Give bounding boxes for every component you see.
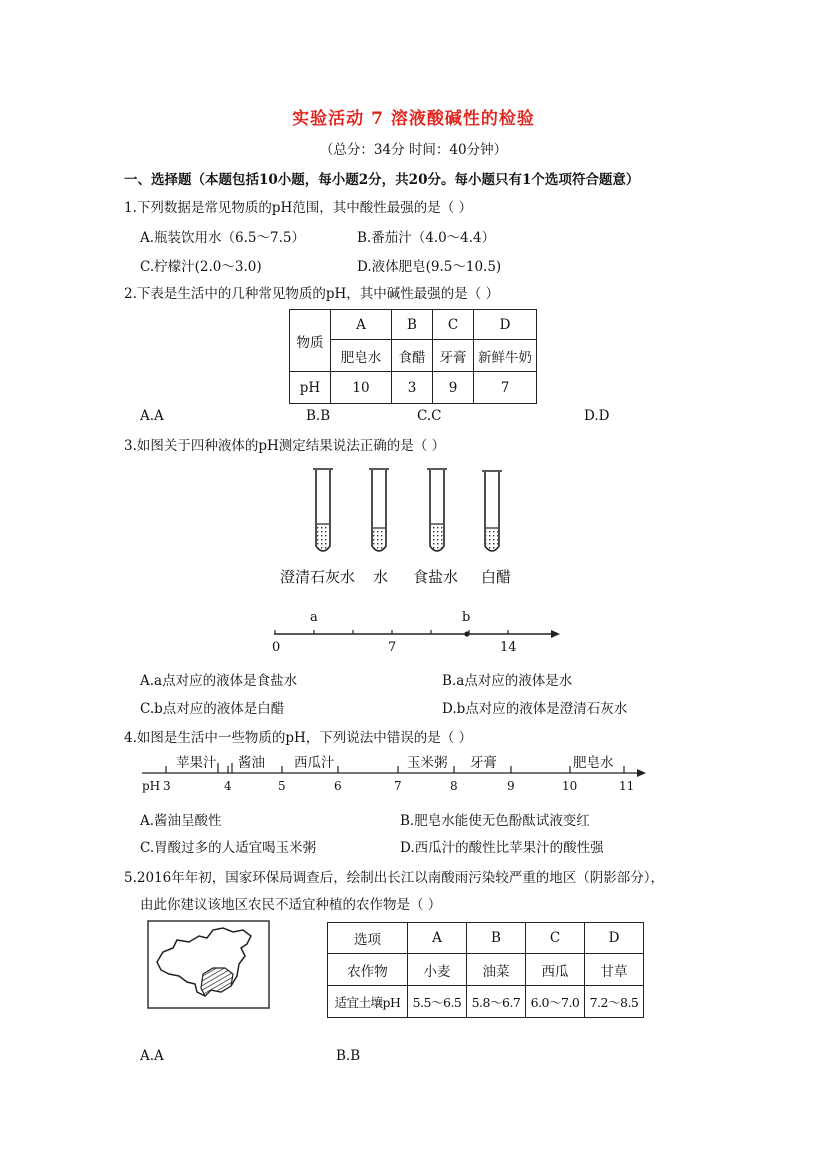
test-tube-vinegar [482, 471, 502, 551]
q2-option-c[interactable]: C.C [417, 408, 442, 424]
q2-row-header-ph: pH [290, 372, 331, 404]
q3-option-d[interactable]: D.b点对应的液体是澄清石灰水 [442, 701, 628, 717]
q4-tick-11: 11 [619, 779, 635, 793]
q4-tick-9: 9 [507, 779, 515, 793]
q2-ph-b: 3 [392, 372, 433, 404]
test-tubes-figure [300, 462, 520, 562]
test-tube-water [369, 469, 389, 551]
q5-crop-b: 油菜 [467, 954, 526, 986]
q4-scale-prefix: pH [142, 779, 161, 793]
axis-label-7: 7 [388, 640, 397, 655]
q4-option-c[interactable]: C.胃酸过多的人适宜喝玉米粥 [140, 840, 317, 856]
q5-option-b[interactable]: B.B [336, 1048, 361, 1064]
q4-option-d[interactable]: D.西瓜汁的酸性比苹果汁的酸性强 [400, 840, 604, 856]
page-title: 实验活动 7 溶液酸碱性的检验 [292, 109, 535, 129]
q4-tick-4: 4 [224, 779, 232, 793]
tube-label-saltwater: 食盐水 [413, 568, 459, 586]
q3-option-b[interactable]: B.a点对应的液体是水 [442, 673, 573, 689]
q1-option-a[interactable]: A.瓶装饮用水（6.5～7.5） [140, 230, 305, 246]
q4-tick-10: 10 [562, 779, 578, 793]
q5-ph-d: 7.2～8.5 [585, 986, 644, 1018]
section-heading: 一、选择题（本题包括10小题，每小题2分，共20分。每小题只有1个选项符合题意） [124, 172, 640, 188]
tube-label-water: 水 [373, 568, 389, 586]
q2-option-a[interactable]: A.A [140, 408, 164, 424]
q2-ph-a: 10 [331, 372, 392, 404]
test-tube-saltwater [427, 469, 447, 551]
q5-stem-line1: 5.2016年年初，国家环保局调查后，绘制出长江以南酸雨污染较严重的地区（阴影部分）， [124, 870, 664, 886]
q5-ph-header: 适宜土壤pH [328, 986, 408, 1018]
q2-table [289, 309, 537, 404]
q2-stem: 2.下表是生活中的几种常见物质的pH，其中碱性最强的是（ ） [124, 286, 500, 302]
tube-label-limewater: 澄清石灰水 [280, 568, 356, 586]
q4-tick-6: 6 [334, 779, 342, 793]
q4-label-apple-juice: 苹果汁 [176, 755, 217, 771]
q5-ph-a: 5.5～6.5 [408, 986, 467, 1018]
q5-crop-header: 农作物 [328, 954, 408, 986]
q4-label-corn-porridge: 玉米粥 [407, 755, 448, 771]
q5-header-option: 选项 [328, 923, 408, 954]
q3-stem: 3.如图关于四种液体的pH测定结果说法正确的是（ ） [124, 438, 446, 454]
q2-option-d[interactable]: D.D [584, 408, 610, 424]
q4-label-soy-sauce: 酱油 [238, 755, 265, 771]
q5-header-b: B [467, 923, 526, 954]
q4-label-toothpaste: 牙膏 [470, 755, 497, 771]
q5-header-c: C [526, 923, 585, 954]
axis-label-0: 0 [272, 640, 281, 655]
china-map-figure [147, 920, 271, 1010]
q5-option-a[interactable]: A.A [140, 1048, 164, 1064]
q1-option-c[interactable]: C.柠檬汁(2.0～3.0) [140, 259, 262, 275]
q4-ph-scale [140, 760, 650, 780]
q2-ph-d: 7 [474, 372, 537, 404]
point-b-label: b [462, 610, 471, 625]
q2-substance-d: 新鲜牛奶 [474, 340, 537, 372]
q2-ph-c: 9 [433, 372, 474, 404]
q5-ph-b: 5.8～6.7 [467, 986, 526, 1018]
q5-crop-a: 小麦 [408, 954, 467, 986]
q2-option-b[interactable]: B.B [306, 408, 331, 424]
q1-option-d[interactable]: D.液体肥皂(9.5～10.5) [357, 259, 502, 275]
q5-table [327, 922, 644, 1018]
q3-option-c[interactable]: C.b点对应的液体是白醋 [140, 701, 285, 717]
q4-tick-3: 3 [163, 779, 171, 793]
axis-label-14: 14 [500, 640, 517, 655]
point-a-label: a [310, 610, 318, 625]
q2-letter-a: A [331, 310, 392, 340]
tube-label-vinegar: 白醋 [481, 568, 512, 586]
q2-letter-d: D [474, 310, 537, 340]
q5-ph-c: 6.0～7.0 [526, 986, 585, 1018]
q5-stem-line2: 由此你建议该地区农民不适宜种植的农作物是（ ） [140, 897, 442, 913]
q2-row-header-substance: 物质 [290, 310, 331, 372]
q5-header-a: A [408, 923, 467, 954]
q4-label-soapy-water: 肥皂水 [573, 755, 614, 771]
test-tube-limewater [313, 469, 333, 551]
q2-letter-c: C [433, 310, 474, 340]
q4-stem: 4.如图是生活中一些物质的pH，下列说法中错误的是（ ） [124, 730, 473, 746]
q1-option-b[interactable]: B.番茄汁（4.0～4.4） [357, 230, 496, 246]
q2-substance-a: 肥皂水 [331, 340, 392, 372]
q4-tick-7: 7 [394, 779, 402, 793]
q3-option-a[interactable]: A.a点对应的液体是食盐水 [140, 673, 298, 689]
q4-tick-8: 8 [450, 779, 458, 793]
q5-crop-d: 甘草 [585, 954, 644, 986]
q4-tick-5: 5 [278, 779, 286, 793]
q2-substance-c: 牙膏 [433, 340, 474, 372]
q2-letter-b: B [392, 310, 433, 340]
exam-meta: （总分：34分 时间：40分钟） [319, 142, 508, 158]
q2-substance-b: 食醋 [392, 340, 433, 372]
q5-crop-c: 西瓜 [526, 954, 585, 986]
q1-stem: 1.下列数据是常见物质的pH范围，其中酸性最强的是（ ） [124, 200, 473, 216]
q4-label-watermelon-juice: 西瓜汁 [294, 755, 335, 771]
q4-option-b[interactable]: B.肥皂水能使无色酚酞试液变红 [400, 813, 590, 829]
q4-option-a[interactable]: A.酱油呈酸性 [140, 813, 222, 829]
point-b-marker [464, 631, 469, 636]
q5-header-d: D [585, 923, 644, 954]
